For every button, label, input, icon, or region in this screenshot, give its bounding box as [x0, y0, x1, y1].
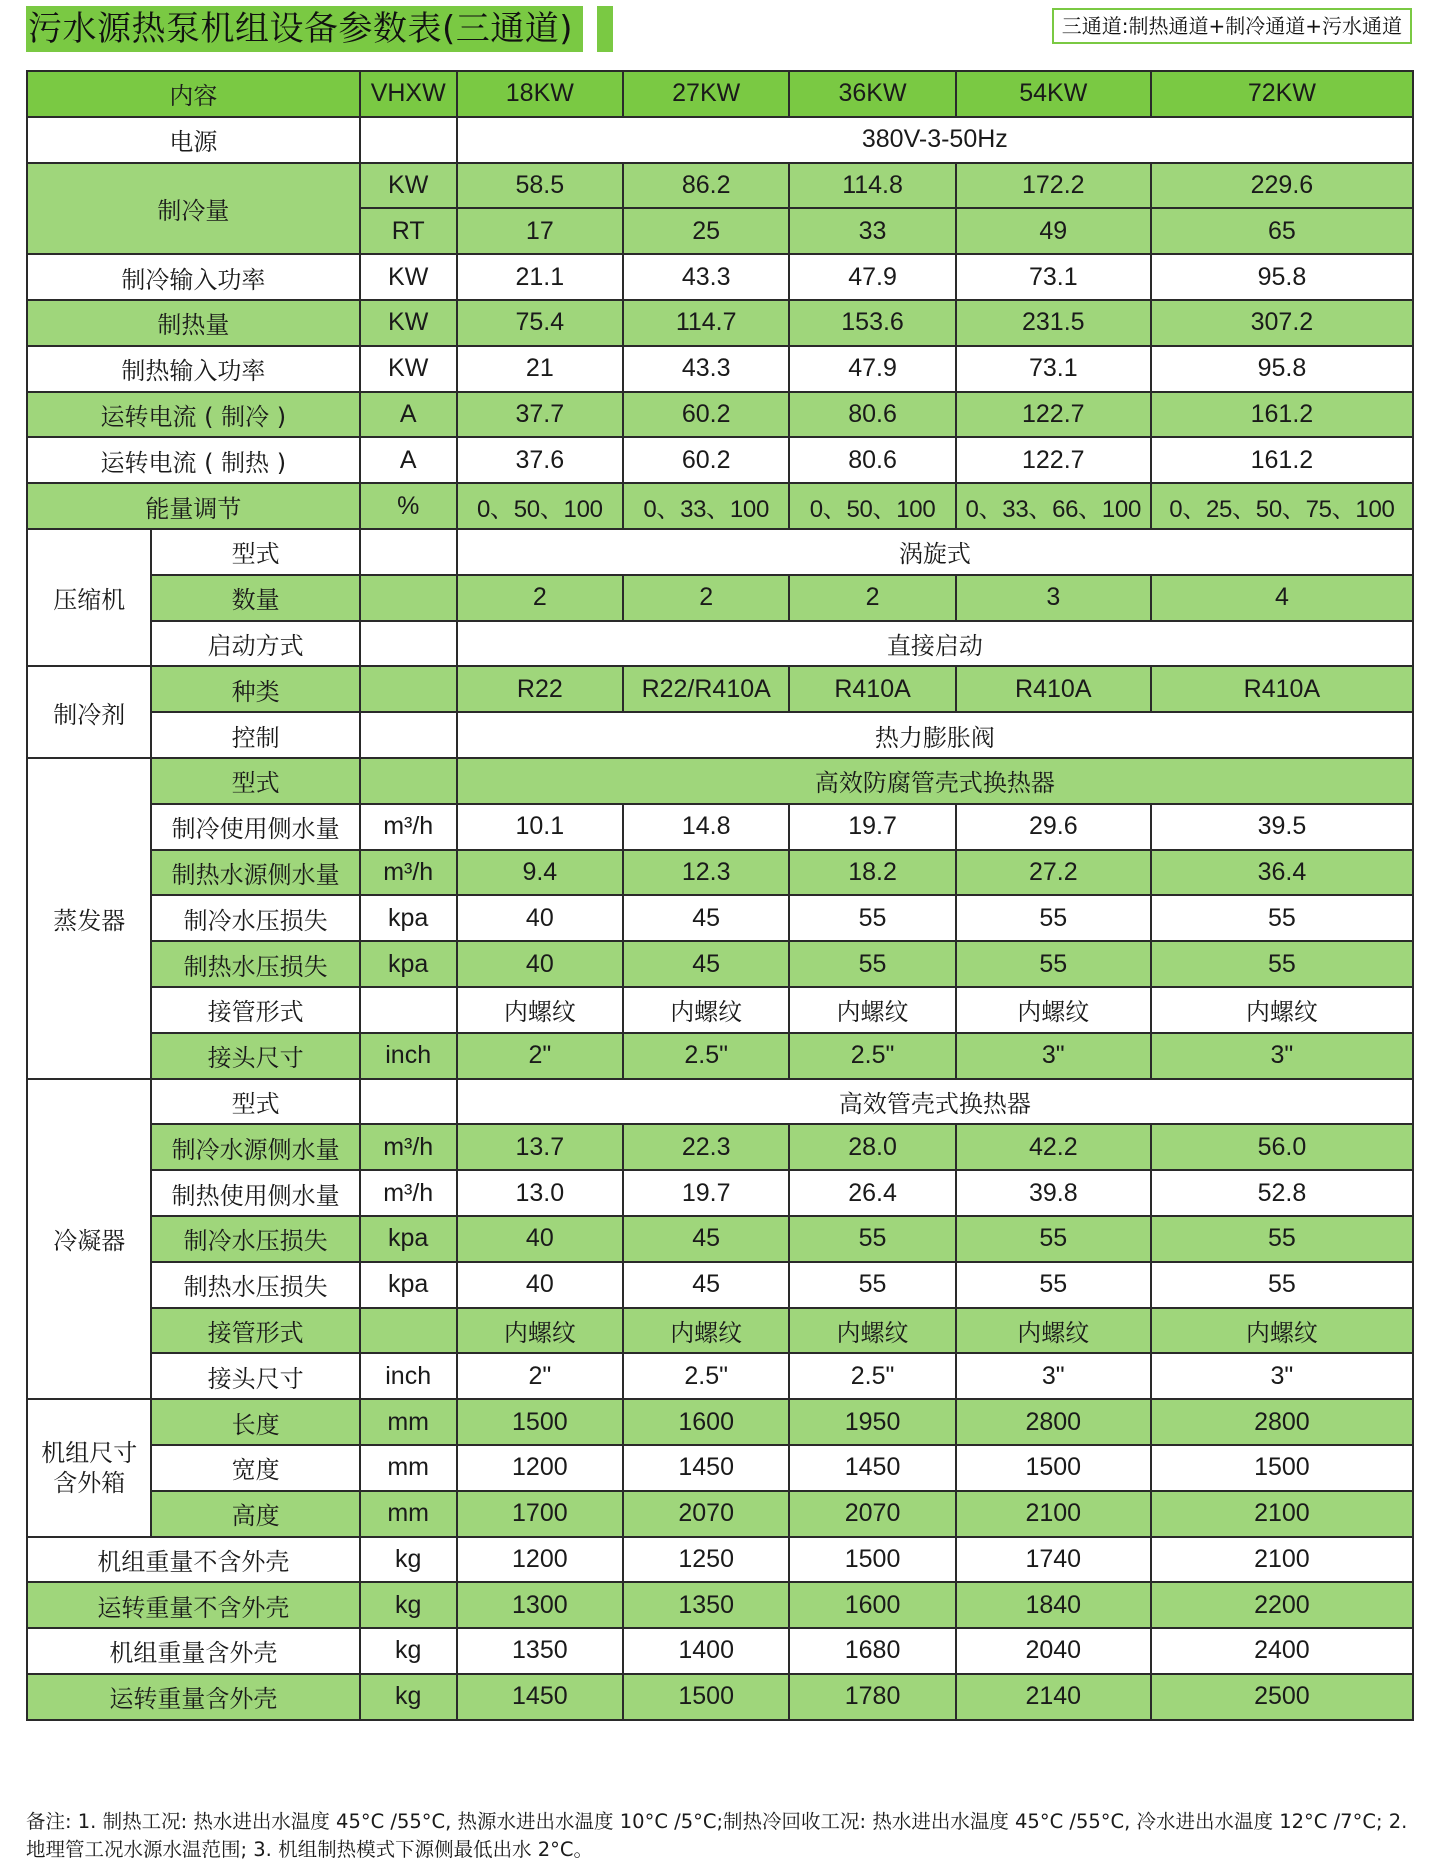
table-row: [27, 254, 1413, 300]
cell: 65: [1151, 208, 1413, 254]
cell: 内螺纹: [623, 987, 789, 1033]
title-accent-bar: [597, 6, 613, 52]
cell: 47.9: [789, 346, 955, 392]
cell: 1450: [457, 1674, 623, 1720]
cell: 25: [623, 208, 789, 254]
cell: 1700: [457, 1491, 623, 1537]
cell: 内螺纹: [956, 1308, 1151, 1354]
cell: 153.6: [789, 300, 955, 346]
cell: 60.2: [623, 437, 789, 483]
cell: 1350: [457, 1628, 623, 1674]
row-label: 能量调节: [27, 483, 360, 529]
cell: 1500: [457, 1399, 623, 1445]
cell: 56.0: [1151, 1124, 1413, 1170]
table-row: [27, 758, 1413, 804]
row-label: 制冷使用侧水量: [151, 804, 359, 850]
table-row: [27, 575, 1413, 621]
cell: 1450: [623, 1445, 789, 1491]
cell: 10.1: [457, 804, 623, 850]
cell: 1780: [789, 1674, 955, 1720]
header-content: 内容: [27, 71, 360, 117]
row-label: 机组重量含外壳: [27, 1628, 360, 1674]
cell: 2100: [956, 1491, 1151, 1537]
row-unit: kg: [360, 1628, 457, 1674]
row-label: 接头尺寸: [151, 1033, 359, 1079]
row-value-merged: 高效管壳式换热器: [457, 1079, 1413, 1125]
group-label-evaporator: 蒸发器: [27, 758, 151, 1079]
channel-badge: 三通道:制热通道+制冷通道+污水通道: [1052, 8, 1412, 44]
cell: 3": [1151, 1033, 1413, 1079]
cell: 内螺纹: [1151, 1308, 1413, 1354]
row-unit: kpa: [360, 941, 457, 987]
cell: 1500: [1151, 1445, 1413, 1491]
cell: 9.4: [457, 850, 623, 896]
cell: 12.3: [623, 850, 789, 896]
cell: 231.5: [956, 300, 1151, 346]
row-unit: mm: [360, 1491, 457, 1537]
row-label: 制冷水压损失: [151, 1216, 359, 1262]
cell: 2: [623, 575, 789, 621]
row-unit: [360, 117, 457, 163]
table-row: [27, 1353, 1413, 1399]
cell: 2140: [956, 1674, 1151, 1720]
cell: 4: [1151, 575, 1413, 621]
cell: 3": [956, 1353, 1151, 1399]
cell: 73.1: [956, 346, 1151, 392]
row-value-merged: 热力膨胀阀: [457, 712, 1413, 758]
cell: 122.7: [956, 392, 1151, 438]
cell: 114.8: [789, 163, 955, 209]
row-value-merged: 高效防腐管壳式换热器: [457, 758, 1413, 804]
cell: 114.7: [623, 300, 789, 346]
table-row: [27, 1033, 1413, 1079]
cell: 55: [789, 895, 955, 941]
cell: 1500: [956, 1445, 1151, 1491]
cell: 0、33、66、100: [956, 483, 1151, 529]
cell: R410A: [789, 666, 955, 712]
header-model: 36KW: [789, 71, 955, 117]
cell: 2070: [789, 1491, 955, 1537]
cell: R22/R410A: [623, 666, 789, 712]
cell: R410A: [956, 666, 1151, 712]
row-label: 宽度: [151, 1445, 359, 1491]
cell: 55: [956, 1216, 1151, 1262]
cell: 内螺纹: [1151, 987, 1413, 1033]
cell: 60.2: [623, 392, 789, 438]
row-unit: kg: [360, 1537, 457, 1583]
table-row: [27, 1308, 1413, 1354]
table-row: [27, 850, 1413, 896]
row-unit: KW: [360, 254, 457, 300]
cell: 36.4: [1151, 850, 1413, 896]
cell: 43.3: [623, 346, 789, 392]
cell: 2.5": [623, 1033, 789, 1079]
cell: 161.2: [1151, 392, 1413, 438]
cell: 55: [956, 895, 1151, 941]
cell: 2500: [1151, 1674, 1413, 1720]
group-label-refrigerant: 制冷剂: [27, 666, 151, 758]
row-unit: KW: [360, 346, 457, 392]
row-value-merged: 涡旋式: [457, 529, 1413, 575]
cell: 19.7: [789, 804, 955, 850]
row-label: 启动方式: [151, 621, 359, 667]
cell: 0、25、50、75、100: [1151, 483, 1413, 529]
cell: 40: [457, 1216, 623, 1262]
row-unit: KW: [360, 163, 457, 209]
cell: R410A: [1151, 666, 1413, 712]
cell: R22: [457, 666, 623, 712]
cell: 2.5": [789, 1033, 955, 1079]
cell: 43.3: [623, 254, 789, 300]
cell: 3": [956, 1033, 1151, 1079]
cell: 55: [956, 941, 1151, 987]
row-unit: kpa: [360, 895, 457, 941]
table-row: [27, 1491, 1413, 1537]
row-label: 电源: [27, 117, 360, 163]
cell: 229.6: [1151, 163, 1413, 209]
cell: 55: [789, 1262, 955, 1308]
cell: 0、33、100: [623, 483, 789, 529]
cell: 13.0: [457, 1170, 623, 1216]
table-row: [27, 1674, 1413, 1720]
cell: 1500: [623, 1674, 789, 1720]
cell: 40: [457, 895, 623, 941]
table-row: [27, 300, 1413, 346]
row-unit: m³/h: [360, 1124, 457, 1170]
cell: 2.5": [789, 1353, 955, 1399]
row-label: 制冷量: [27, 163, 360, 255]
cell: 55: [1151, 941, 1413, 987]
cell: 39.5: [1151, 804, 1413, 850]
cell: 33: [789, 208, 955, 254]
row-label: 制热使用侧水量: [151, 1170, 359, 1216]
table-row: [27, 1262, 1413, 1308]
row-label: 机组重量不含外壳: [27, 1537, 360, 1583]
cell: 28.0: [789, 1124, 955, 1170]
cell: 2200: [1151, 1582, 1413, 1628]
row-unit: [360, 712, 457, 758]
row-label: 型式: [151, 1079, 359, 1125]
cell: 55: [956, 1262, 1151, 1308]
row-unit: A: [360, 437, 457, 483]
group-label-dimensions: [27, 1399, 151, 1536]
cell: 18.2: [789, 850, 955, 896]
cell: 1840: [956, 1582, 1151, 1628]
cell: 45: [623, 1216, 789, 1262]
cell: 2800: [956, 1399, 1151, 1445]
row-unit: [360, 758, 457, 804]
row-unit: [360, 575, 457, 621]
cell: 内螺纹: [956, 987, 1151, 1033]
row-unit: %: [360, 483, 457, 529]
cell: 75.4: [457, 300, 623, 346]
spec-table: [26, 70, 1414, 1721]
cell: 0、50、100: [457, 483, 623, 529]
cell: 45: [623, 895, 789, 941]
group-label-line: 含外箱: [53, 1468, 126, 1497]
table-row: [27, 392, 1413, 438]
row-unit: mm: [360, 1399, 457, 1445]
cell: 1200: [457, 1537, 623, 1583]
cell: 2.5": [623, 1353, 789, 1399]
cell: 1300: [457, 1582, 623, 1628]
row-label: 长度: [151, 1399, 359, 1445]
cell: 55: [789, 1216, 955, 1262]
title-block: [26, 6, 613, 52]
row-label: 制热输入功率: [27, 346, 360, 392]
table-row: [27, 712, 1413, 758]
row-value-merged: 380V-3-50Hz: [457, 117, 1413, 163]
table-row: [27, 1537, 1413, 1583]
header-model: 54KW: [956, 71, 1151, 117]
cell: 45: [623, 1262, 789, 1308]
cell: 55: [1151, 1262, 1413, 1308]
row-unit: m³/h: [360, 850, 457, 896]
cell: 80.6: [789, 392, 955, 438]
cell: 21.1: [457, 254, 623, 300]
cell: 80.6: [789, 437, 955, 483]
row-unit: [360, 621, 457, 667]
row-label: 接管形式: [151, 1308, 359, 1354]
table-row: [27, 1445, 1413, 1491]
header-model: 72KW: [1151, 71, 1413, 117]
cell: 2100: [1151, 1491, 1413, 1537]
cell: 17: [457, 208, 623, 254]
cell: 1680: [789, 1628, 955, 1674]
row-unit: KW: [360, 300, 457, 346]
cell: 1200: [457, 1445, 623, 1491]
cell: 37.6: [457, 437, 623, 483]
cell: 1450: [789, 1445, 955, 1491]
row-label: 制热水压损失: [151, 1262, 359, 1308]
row-label: 接头尺寸: [151, 1353, 359, 1399]
cell: 86.2: [623, 163, 789, 209]
table-row: [27, 117, 1413, 163]
cell: 2": [457, 1033, 623, 1079]
cell: 55: [789, 941, 955, 987]
row-label: 制热量: [27, 300, 360, 346]
cell: 55: [1151, 1216, 1413, 1262]
row-unit: kg: [360, 1674, 457, 1720]
row-label: 制热水源侧水量: [151, 850, 359, 896]
cell: 2400: [1151, 1628, 1413, 1674]
cell: 39.8: [956, 1170, 1151, 1216]
cell: 122.7: [956, 437, 1151, 483]
cell: 55: [1151, 895, 1413, 941]
cell: 1950: [789, 1399, 955, 1445]
table-row: [27, 804, 1413, 850]
cell: 1350: [623, 1582, 789, 1628]
cell: 45: [623, 941, 789, 987]
cell: 2: [789, 575, 955, 621]
cell: 52.8: [1151, 1170, 1413, 1216]
table-row: [27, 163, 1413, 209]
row-unit: RT: [360, 208, 457, 254]
row-unit: kpa: [360, 1262, 457, 1308]
cell: 14.8: [623, 804, 789, 850]
page-title: 污水源热泵机组设备参数表(三通道): [26, 6, 583, 52]
cell: 内螺纹: [457, 1308, 623, 1354]
cell: 2100: [1151, 1537, 1413, 1583]
table-row: [27, 621, 1413, 667]
cell: 3: [956, 575, 1151, 621]
row-unit: m³/h: [360, 1170, 457, 1216]
table-row: [27, 987, 1413, 1033]
row-unit: kg: [360, 1582, 457, 1628]
cell: 95.8: [1151, 254, 1413, 300]
cell: 1500: [789, 1537, 955, 1583]
header-model: 27KW: [623, 71, 789, 117]
row-label: 高度: [151, 1491, 359, 1537]
table-row: [27, 346, 1413, 392]
row-unit: inch: [360, 1033, 457, 1079]
cell: 内螺纹: [623, 1308, 789, 1354]
cell: 0、50、100: [789, 483, 955, 529]
cell: 95.8: [1151, 346, 1413, 392]
group-label-condenser: 冷凝器: [27, 1079, 151, 1400]
row-label: 数量: [151, 575, 359, 621]
row-value-merged: 直接启动: [457, 621, 1413, 667]
table-row: [27, 666, 1413, 712]
row-unit: [360, 987, 457, 1033]
row-label: 制冷水压损失: [151, 895, 359, 941]
table-row: [27, 1582, 1413, 1628]
row-label: 种类: [151, 666, 359, 712]
table-row: [27, 483, 1413, 529]
cell: 40: [457, 1262, 623, 1308]
table-row: [27, 1628, 1413, 1674]
row-unit: [360, 529, 457, 575]
group-label-line: 机组尺寸: [41, 1438, 138, 1467]
row-label: 型式: [151, 758, 359, 804]
cell: 2": [457, 1353, 623, 1399]
cell: 161.2: [1151, 437, 1413, 483]
row-label: 型式: [151, 529, 359, 575]
table-row: [27, 1216, 1413, 1262]
cell: 73.1: [956, 254, 1151, 300]
cell: 2040: [956, 1628, 1151, 1674]
row-unit: kpa: [360, 1216, 457, 1262]
cell: 1600: [789, 1582, 955, 1628]
table-row: [27, 1170, 1413, 1216]
row-label: 运转电流 ( 制冷 ): [27, 392, 360, 438]
row-unit: [360, 666, 457, 712]
row-unit: [360, 1308, 457, 1354]
row-unit: [360, 1079, 457, 1125]
cell: 29.6: [956, 804, 1151, 850]
cell: 27.2: [956, 850, 1151, 896]
cell: 2: [457, 575, 623, 621]
cell: 22.3: [623, 1124, 789, 1170]
table-row: [27, 437, 1413, 483]
cell: 58.5: [457, 163, 623, 209]
row-label: 接管形式: [151, 987, 359, 1033]
cell: 21: [457, 346, 623, 392]
row-label: 制热水压损失: [151, 941, 359, 987]
row-label: 控制: [151, 712, 359, 758]
row-unit: m³/h: [360, 804, 457, 850]
header-series: VHXW: [360, 71, 457, 117]
header-model: 18KW: [457, 71, 623, 117]
cell: 49: [956, 208, 1151, 254]
cell: 26.4: [789, 1170, 955, 1216]
footnote: 备注: 1. 制热工况: 热水进出水温度 45°C /55°C, 热源水进出水温度 10°C /5°C;制热冷回收工况: 热水进出水温度 45°C /55°C, 冷水进出水温度 12°C /7°C; 2. 地理管工况水源水温范围; 3. 机组制热模式下源侧最低出水 2°C。: [26, 1810, 1408, 1861]
cell: 内螺纹: [789, 1308, 955, 1354]
cell: 2070: [623, 1491, 789, 1537]
cell: 42.2: [956, 1124, 1151, 1170]
row-unit: inch: [360, 1353, 457, 1399]
cell: 1250: [623, 1537, 789, 1583]
cell: 13.7: [457, 1124, 623, 1170]
row-label: 制冷输入功率: [27, 254, 360, 300]
cell: 172.2: [956, 163, 1151, 209]
cell: 内螺纹: [789, 987, 955, 1033]
table-header-row: [27, 71, 1413, 117]
table-row: [27, 1079, 1413, 1125]
row-label: 制冷水源侧水量: [151, 1124, 359, 1170]
cell: 1600: [623, 1399, 789, 1445]
table-row: [27, 1399, 1413, 1445]
cell: 37.7: [457, 392, 623, 438]
table-row: [27, 895, 1413, 941]
row-unit: mm: [360, 1445, 457, 1491]
row-label: 运转重量含外壳: [27, 1674, 360, 1720]
row-label: 运转电流 ( 制热 ): [27, 437, 360, 483]
row-label: 运转重量不含外壳: [27, 1582, 360, 1628]
table-row: [27, 941, 1413, 987]
cell: 40: [457, 941, 623, 987]
cell: 47.9: [789, 254, 955, 300]
table-row: [27, 529, 1413, 575]
row-unit: A: [360, 392, 457, 438]
cell: 19.7: [623, 1170, 789, 1216]
group-label-compressor: 压缩机: [27, 529, 151, 666]
cell: 3": [1151, 1353, 1413, 1399]
cell: 1740: [956, 1537, 1151, 1583]
table-row: [27, 1124, 1413, 1170]
cell: 1400: [623, 1628, 789, 1674]
cell: 2800: [1151, 1399, 1413, 1445]
cell: 307.2: [1151, 300, 1413, 346]
cell: 内螺纹: [457, 987, 623, 1033]
